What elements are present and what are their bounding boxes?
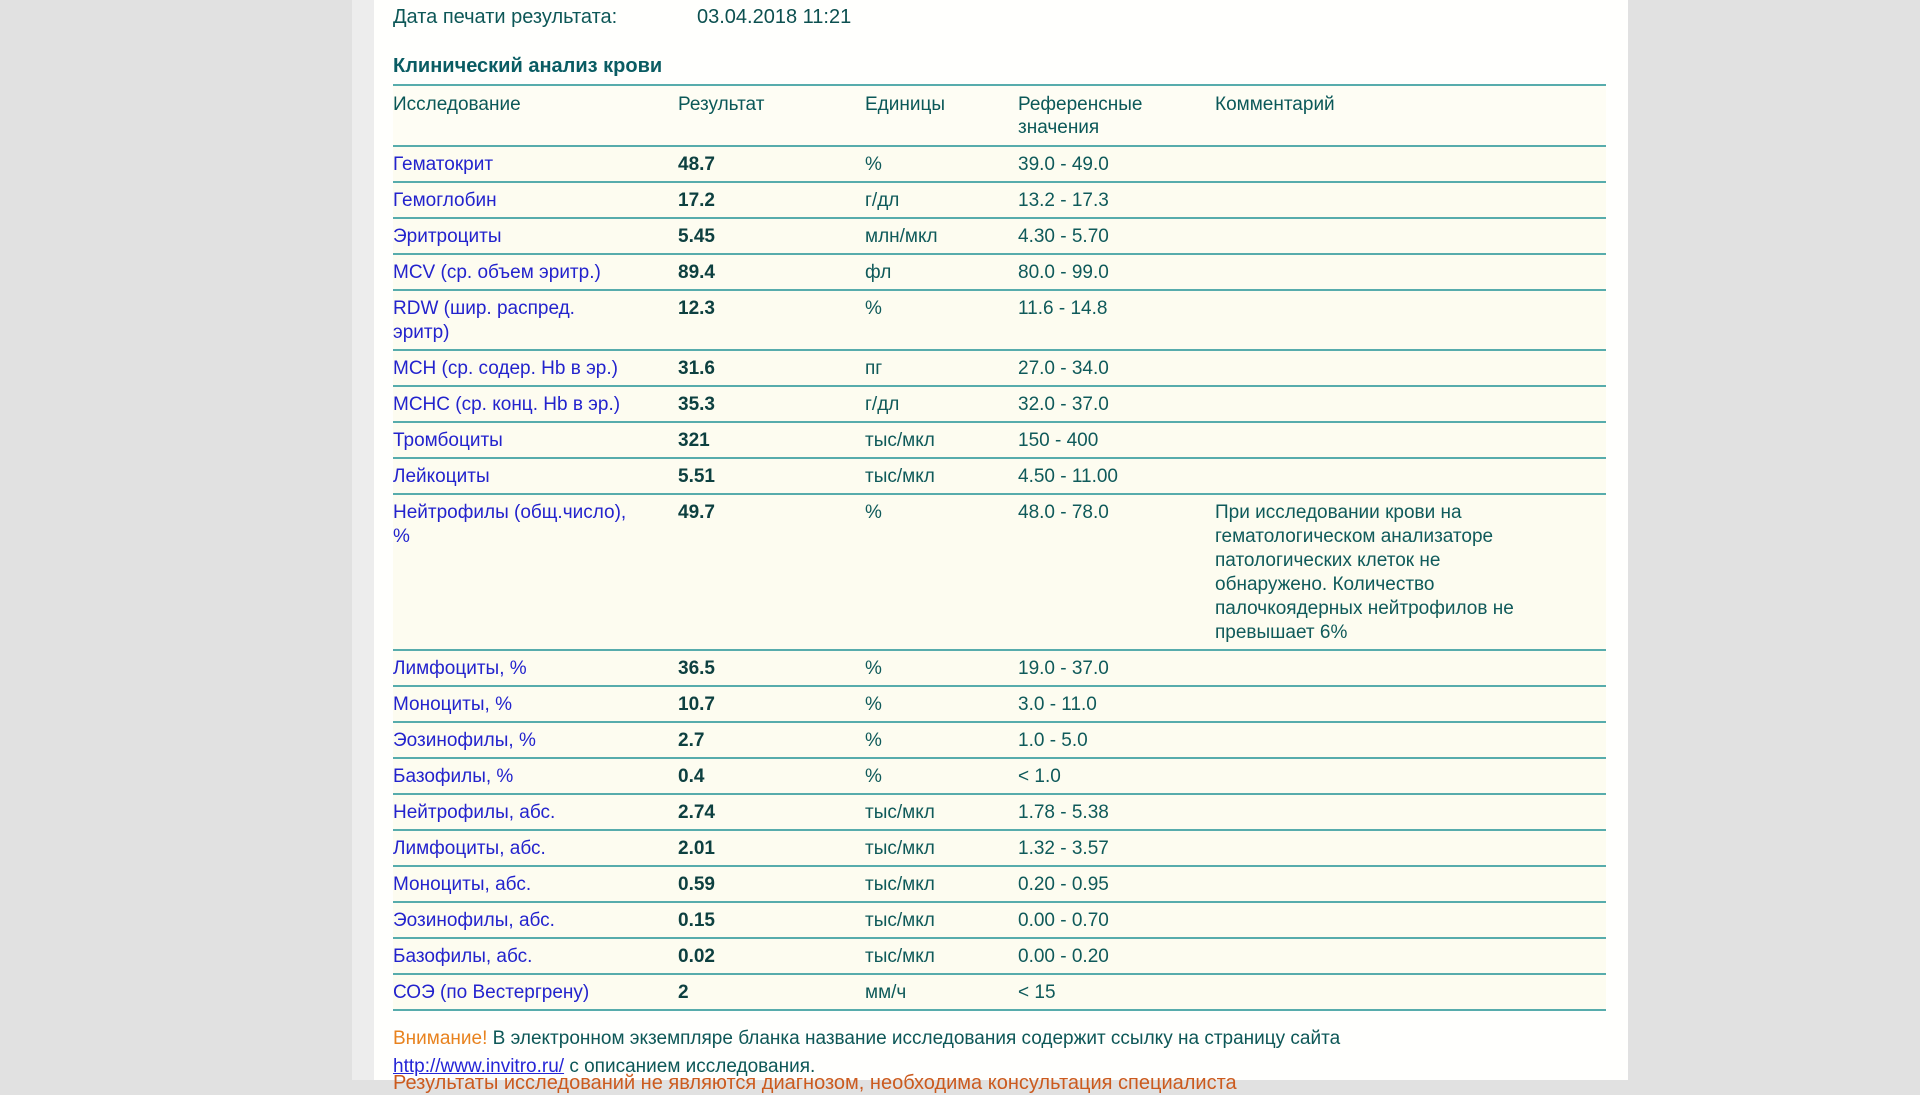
reference-range: 0.00 - 0.20 xyxy=(1018,938,1215,974)
comment-text xyxy=(1215,422,1606,458)
test-name-link[interactable] xyxy=(393,422,678,458)
table-row xyxy=(393,902,1606,938)
comment-text xyxy=(1215,290,1606,350)
table-row xyxy=(393,146,1606,182)
print-date-row xyxy=(393,6,1628,29)
test-name-link-inner: MCH (ср. содер. Hb в эр.) xyxy=(393,358,618,379)
test-name-link-inner: Нейтрофилы (общ.число), % xyxy=(393,502,627,547)
comment-text xyxy=(1215,974,1606,1010)
test-name-link[interactable] xyxy=(393,938,678,974)
units-value: % xyxy=(865,650,1018,686)
column-header-reference: Референсные значения xyxy=(1018,85,1215,146)
result-value: 0.59 xyxy=(678,866,865,902)
test-name-link[interactable] xyxy=(393,494,678,650)
units-value: % xyxy=(865,722,1018,758)
test-name-link-inner: Гемоглобин xyxy=(393,190,497,211)
units-value: % xyxy=(865,494,1018,650)
units-value: % xyxy=(865,146,1018,182)
table-row xyxy=(393,254,1606,290)
result-value: 36.5 xyxy=(678,650,865,686)
results-table-body xyxy=(393,146,1606,1010)
reference-range: < 15 xyxy=(1018,974,1215,1010)
reference-range: 4.30 - 5.70 xyxy=(1018,218,1215,254)
test-name-link[interactable] xyxy=(393,182,678,218)
units-value: фл xyxy=(865,254,1018,290)
test-name-link-inner: Лимфоциты, % xyxy=(393,658,527,679)
test-name-link[interactable] xyxy=(393,794,678,830)
units-value: % xyxy=(865,290,1018,350)
test-name-link-inner: RDW (шир. распред. эритр) xyxy=(393,298,575,343)
test-name-link[interactable] xyxy=(393,146,678,182)
result-value: 2.7 xyxy=(678,722,865,758)
column-header-units: Единицы xyxy=(865,85,1018,146)
comment-text xyxy=(1215,146,1606,182)
table-row xyxy=(393,494,1606,650)
result-value: 12.3 xyxy=(678,290,865,350)
units-value: тыс/мкл xyxy=(865,422,1018,458)
test-name-link-inner: Эритроциты xyxy=(393,226,502,247)
table-row xyxy=(393,218,1606,254)
reference-range: 27.0 - 34.0 xyxy=(1018,350,1215,386)
reference-range: 1.78 - 5.38 xyxy=(1018,794,1215,830)
print-date-value: 03.04.2018 11:21 xyxy=(697,6,852,28)
test-name-link[interactable] xyxy=(393,650,678,686)
test-name-link[interactable] xyxy=(393,722,678,758)
clipped-bottom-text: Результаты исследований не являются диагнозом, необходима консультация специалиста xyxy=(393,1072,1237,1094)
test-name-link-inner: Эозинофилы, % xyxy=(393,730,536,751)
table-row xyxy=(393,650,1606,686)
comment-text xyxy=(1215,686,1606,722)
units-value: мм/ч xyxy=(865,974,1018,1010)
result-value: 2 xyxy=(678,974,865,1010)
reference-range: 0.00 - 0.70 xyxy=(1018,902,1215,938)
reference-range: 48.0 - 78.0 xyxy=(1018,494,1215,650)
test-name-link-inner: Нейтрофилы, абс. xyxy=(393,802,556,823)
test-name-link[interactable] xyxy=(393,350,678,386)
reference-range: 150 - 400 xyxy=(1018,422,1215,458)
test-name-link[interactable] xyxy=(393,866,678,902)
reference-range: 11.6 - 14.8 xyxy=(1018,290,1215,350)
notice-text-after-link: с описанием исследования. xyxy=(564,1056,816,1077)
units-value: тыс/мкл xyxy=(865,458,1018,494)
comment-text xyxy=(1215,386,1606,422)
result-value: 2.01 xyxy=(678,830,865,866)
result-value: 48.7 xyxy=(678,146,865,182)
table-row xyxy=(393,794,1606,830)
reference-range: 1.32 - 3.57 xyxy=(1018,830,1215,866)
column-header-result: Результат xyxy=(678,85,865,146)
test-name-link[interactable] xyxy=(393,830,678,866)
test-name-link[interactable] xyxy=(393,218,678,254)
comment-text xyxy=(1215,494,1606,650)
reference-range: < 1.0 xyxy=(1018,758,1215,794)
test-name-link[interactable] xyxy=(393,758,678,794)
section-title: Клинический анализ крови xyxy=(393,55,663,77)
test-name-link-inner: Гематокрит xyxy=(393,154,494,175)
comment-text xyxy=(1215,938,1606,974)
result-value: 49.7 xyxy=(678,494,865,650)
units-value: тыс/мкл xyxy=(865,794,1018,830)
comment-text xyxy=(1215,866,1606,902)
result-value: 17.2 xyxy=(678,182,865,218)
test-name-link-inner: Эозинофилы, абс. xyxy=(393,910,555,931)
table-row xyxy=(393,422,1606,458)
units-value: млн/мкл xyxy=(865,218,1018,254)
test-name-link-inner: Моноциты, % xyxy=(393,694,512,715)
test-name-link[interactable] xyxy=(393,974,678,1010)
test-name-link[interactable] xyxy=(393,686,678,722)
result-value: 0.02 xyxy=(678,938,865,974)
test-name-link[interactable] xyxy=(393,386,678,422)
print-date-label: Дата печати результата: xyxy=(393,6,618,28)
table-row xyxy=(393,182,1606,218)
test-name-link-inner: Базофилы, абс. xyxy=(393,946,533,967)
result-value: 35.3 xyxy=(678,386,865,422)
units-value: пг xyxy=(865,350,1018,386)
units-value: % xyxy=(865,758,1018,794)
column-header-comment: Комментарий xyxy=(1215,85,1606,146)
comment-text xyxy=(1215,830,1606,866)
table-row xyxy=(393,758,1606,794)
comment-text xyxy=(1215,902,1606,938)
result-value: 89.4 xyxy=(678,254,865,290)
units-value: тыс/мкл xyxy=(865,938,1018,974)
notice-text-before-link: В электронном экземпляре бланка название исследования содержит ссылку на страницу сайта xyxy=(487,1028,1341,1049)
comment-text xyxy=(1215,794,1606,830)
units-value: тыс/мкл xyxy=(865,830,1018,866)
result-value: 5.45 xyxy=(678,218,865,254)
table-header-row xyxy=(393,85,1606,146)
test-name-link-inner: Лейкоциты xyxy=(393,466,490,487)
reference-range: 39.0 - 49.0 xyxy=(1018,146,1215,182)
result-value: 31.6 xyxy=(678,350,865,386)
reference-range: 0.20 - 0.95 xyxy=(1018,866,1215,902)
reference-range: 4.50 - 11.00 xyxy=(1018,458,1215,494)
comment-text xyxy=(1215,182,1606,218)
result-value: 0.4 xyxy=(678,758,865,794)
units-value: г/дл xyxy=(865,182,1018,218)
comment-text xyxy=(1215,722,1606,758)
report-document xyxy=(352,0,1628,1080)
result-value: 2.74 xyxy=(678,794,865,830)
result-value: 0.15 xyxy=(678,902,865,938)
reference-range: 3.0 - 11.0 xyxy=(1018,686,1215,722)
result-value: 5.51 xyxy=(678,458,865,494)
reference-range: 32.0 - 37.0 xyxy=(1018,386,1215,422)
comment-text xyxy=(1215,350,1606,386)
comment-text xyxy=(1215,758,1606,794)
units-value: % xyxy=(865,686,1018,722)
comment-text-inner: При исследовании крови на гематологическом анализаторе патологических клеток не обнаружено. Количество палочкоядерных нейтрофилов не превышает 6% xyxy=(1215,502,1514,643)
table-row xyxy=(393,974,1606,1010)
test-name-link[interactable] xyxy=(393,458,678,494)
attention-label: Внимание! xyxy=(393,1028,488,1049)
units-value: г/дл xyxy=(865,386,1018,422)
table-row xyxy=(393,386,1606,422)
test-name-link[interactable] xyxy=(393,254,678,290)
reference-range: 1.0 - 5.0 xyxy=(1018,722,1215,758)
column-header-test: Исследование xyxy=(393,85,678,146)
units-value: тыс/мкл xyxy=(865,866,1018,902)
test-name-link-inner: Тромбоциты xyxy=(393,430,503,451)
reference-range: 80.0 - 99.0 xyxy=(1018,254,1215,290)
table-row xyxy=(393,458,1606,494)
invitro-link[interactable]: http://www.invitro.ru/ xyxy=(393,1056,565,1077)
test-name-link-inner: MCV (ср. объем эритр.) xyxy=(393,262,601,283)
table-row xyxy=(393,722,1606,758)
table-row xyxy=(393,866,1606,902)
result-value: 10.7 xyxy=(678,686,865,722)
table-row xyxy=(393,290,1606,350)
test-name-link[interactable] xyxy=(393,902,678,938)
results-table xyxy=(393,84,1606,1011)
result-value: 321 xyxy=(678,422,865,458)
table-row xyxy=(393,350,1606,386)
test-name-link-inner: Базофилы, % xyxy=(393,766,514,787)
reference-range: 19.0 - 37.0 xyxy=(1018,650,1215,686)
reference-range: 13.2 - 17.3 xyxy=(1018,182,1215,218)
table-row xyxy=(393,938,1606,974)
table-row xyxy=(393,830,1606,866)
test-name-link[interactable] xyxy=(393,290,678,350)
comment-text xyxy=(1215,218,1606,254)
comment-text xyxy=(1215,254,1606,290)
test-name-link-inner: MCHC (ср. конц. Hb в эр.) xyxy=(393,394,621,415)
units-value: тыс/мкл xyxy=(865,902,1018,938)
table-row xyxy=(393,686,1606,722)
comment-text xyxy=(1215,650,1606,686)
test-name-link-inner: Моноциты, абс. xyxy=(393,874,532,895)
test-name-link-inner: Лимфоциты, абс. xyxy=(393,838,546,859)
comment-text xyxy=(1215,458,1606,494)
test-name-link-inner: СОЭ (по Вестергрену) xyxy=(393,982,590,1003)
